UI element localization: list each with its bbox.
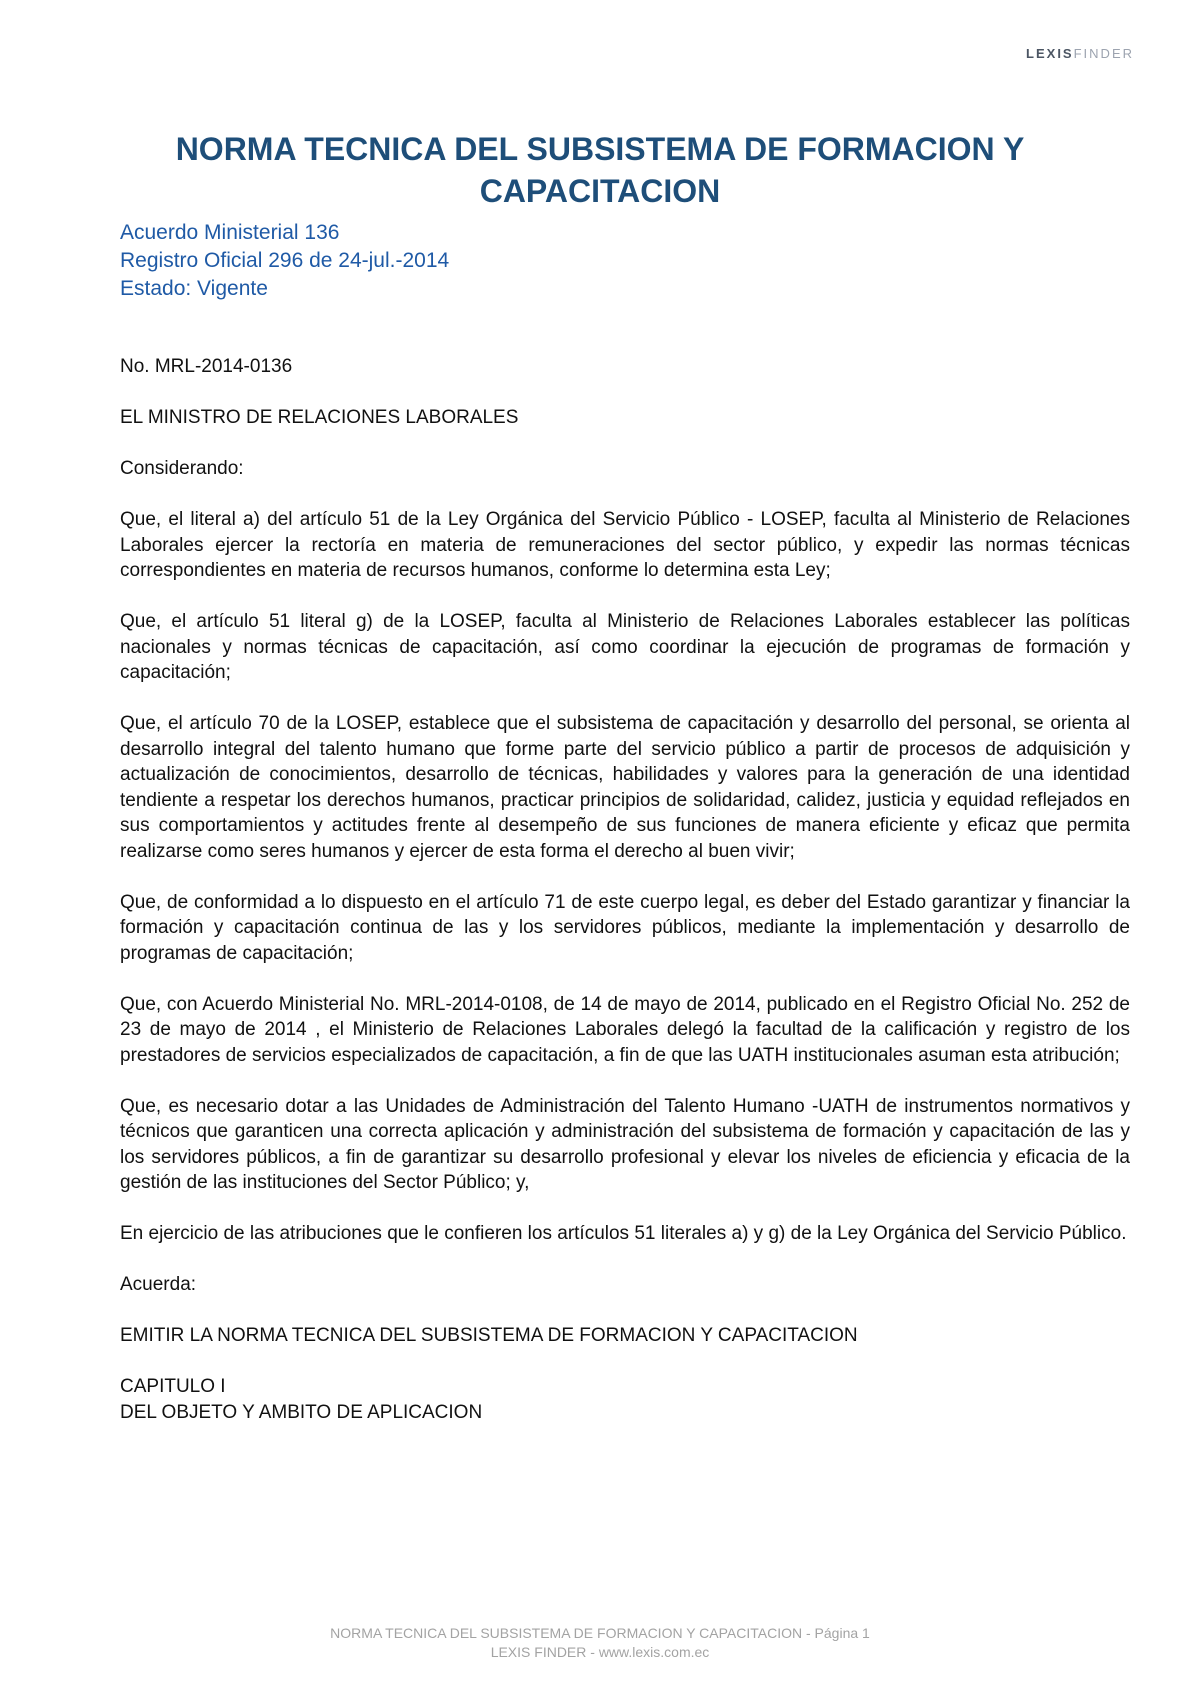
- recital-paragraph-3: Que, el artículo 70 de la LOSEP, establece que el subsistema de capacitación y desarrollo del personal, se orienta al desarrollo integral del talento humano que forme parte del servicio público a partir de procesos de adquisición y actualización de conocimientos, desarrollo de técnicas, habilidades y valores para la generación de una identidad tendiente a respetar los derechos humanos, practicar principios de solidaridad, calidez, justicia y equidad reflejados en sus comportamientos y actitudes frente al desempeño de sus funciones de manera eficiente y eficaz que permita realizarse como seres humanos y ejercer de esta forma el derecho al buen vivir;: [120, 713, 1130, 862]
- chapter-title: DEL OBJETO Y AMBITO DE APLICACION: [120, 1401, 483, 1423]
- chapter-heading: CAPITULO I: [120, 1376, 226, 1397]
- emit-statement: EMITIR LA NORMA TECNICA DEL SUBSISTEMA DE FORMACION Y CAPACITACION: [120, 1325, 858, 1346]
- agrees-heading: Acuerda:: [120, 1274, 197, 1295]
- recital-paragraph-1: Que, el literal a) del artículo 51 de la Ley Orgánica del Servicio Público - LOSEP, faculta al Ministerio de Relaciones Laborales ejercer la rectoría en materia de remuneraciones del sector público, y expedir las normas técnicas correspondientes en materia de recursos humanos, conforme lo determina esta Ley;: [120, 509, 1130, 581]
- recital-paragraph-6: Que, es necesario dotar a las Unidades de Administración del Talento Humano -UATH de instrumentos normativos y técnicos que garanticen una correcta aplicación y administración del subsistema de formación y capacitación de las y los servidores públicos, a fin de garantizar su desarrollo profesional y elevar los niveles de eficiencia y eficacia de la gestión de las instituciones del Sector Público; y,: [120, 1095, 1130, 1193]
- document-meta: [120, 219, 449, 303]
- recital-paragraph-7: En ejercicio de las atribuciones que le confieren los artículos 51 literales a) y g) de la Ley Orgánica del Servicio Público.: [120, 1223, 1127, 1244]
- meta-agreement: Acuerdo Ministerial 136: [120, 221, 340, 244]
- logo-finder-text: FINDER: [1073, 46, 1134, 61]
- lexis-finder-logo: [1026, 46, 1134, 61]
- recital-paragraph-5: Que, con Acuerdo Ministerial No. MRL-2014-0108, de 14 de mayo de 2014, publicado en el Registro Oficial No. 252 de 23 de mayo de 2014 , el Ministerio de Relaciones Laborales delegó la facultad de la calificación y registro de los prestadores de servicios especializados de capacitación, a fin de que las UATH institucionales asuman esta atribución;: [120, 993, 1130, 1066]
- considering-heading: Considerando:: [120, 458, 244, 479]
- page-footer: [0, 1624, 1200, 1662]
- document-body: [120, 354, 1130, 1451]
- document-number: No. MRL-2014-0136: [120, 356, 293, 377]
- meta-status: Estado: Vigente: [120, 277, 268, 300]
- issuer-heading: EL MINISTRO DE RELACIONES LABORALES: [120, 407, 519, 428]
- document-title: NORMA TECNICA DEL SUBSISTEMA DE FORMACION Y CAPACITACION: [175, 131, 1025, 209]
- footer-source: LEXIS FINDER - www.lexis.com.ec: [490, 1644, 710, 1660]
- recital-paragraph-2: Que, el artículo 51 literal g) de la LOSEP, faculta al Ministerio de Relaciones Laborales establecer las políticas nacionales y normas técnicas de capacitación, así como coordinar la ejecución de programas de formación y capacitación;: [120, 611, 1130, 683]
- footer-page-info: NORMA TECNICA DEL SUBSISTEMA DE FORMACION Y CAPACITACION - Página 1: [330, 1625, 870, 1641]
- recital-paragraph-4: Que, de conformidad a lo dispuesto en el artículo 71 de este cuerpo legal, es deber del Estado garantizar y financiar la formación y capacitación continua de las y los servidores públicos, mediante la implementación y desarrollo de programas de capacitación;: [120, 891, 1130, 964]
- meta-registry: Registro Oficial 296 de 24-jul.-2014: [120, 249, 450, 272]
- logo-lexis-text: LEXIS: [1026, 46, 1074, 61]
